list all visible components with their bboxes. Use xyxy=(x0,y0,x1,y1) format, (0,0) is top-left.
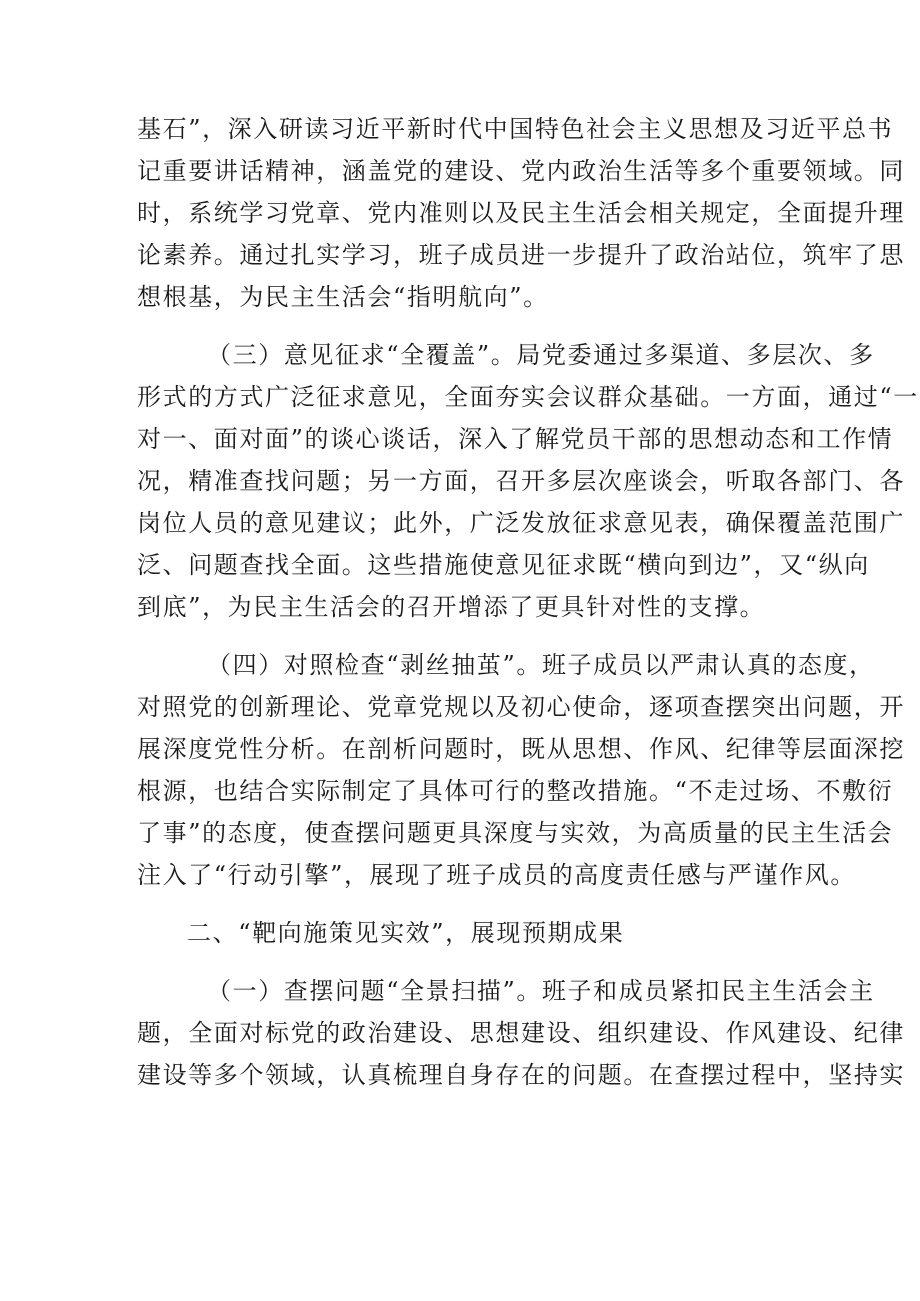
text-line: 建设等多个领域，认真梳理自身存在的问题。在查摆过程中，坚持实 xyxy=(137,1061,905,1089)
text-line: 题，全面对标党的政治建设、思想建设、组织建设、作风建设、纪律 xyxy=(137,1019,905,1047)
text-line: 到底”，为民主生活会的召开增添了更具针对性的支撑。 xyxy=(137,593,766,621)
paragraph-section-4 xyxy=(137,644,905,896)
text-line: 形式的方式广泛征求意见，全面夯实会议群众基础。一方面，通过“一 xyxy=(137,383,919,411)
text-line: 对一、面对面”的谈心谈话，深入了解党员干部的思想动态和工作情 xyxy=(137,425,894,453)
text-line: 想根基，为民主生活会“指明航向”。 xyxy=(137,283,549,311)
text-line: 基石”，深入研读习近平新时代中国特色社会主义思想及习近平总书 xyxy=(137,115,894,143)
text-line: 记重要讲话精神，涵盖党的建设、党内政治生活等多个重要领域。同 xyxy=(137,157,905,185)
text-line: （一）查摆问题“全景扫描”。班子和成员紧扣民主生活会主 xyxy=(207,977,875,1005)
text-line: （四）对照检查“剥丝抽茧”。班子成员以严肃认真的态度， xyxy=(207,651,875,679)
paragraph-continuation xyxy=(137,108,905,318)
document-body xyxy=(137,108,919,1112)
paragraph-section-2-1 xyxy=(137,970,905,1096)
text-line: 论素养。通过扎实学习，班子成员进一步提升了政治站位，筑牢了思 xyxy=(137,241,905,269)
paragraph-section-3 xyxy=(137,334,919,628)
section-heading-text: 二、“靶向施策见实效”，展现预期成果 xyxy=(187,919,625,947)
text-line: 对照党的创新理论、党章党规以及初心使命，逐项查摆突出问题，开 xyxy=(137,693,905,721)
text-line: 泛、问题查找全面。这些措施使意见征求既“横向到边”，又“纵向 xyxy=(137,551,870,579)
text-line: 展深度党性分析。在剖析问题时，既从思想、作风、纪律等层面深挖 xyxy=(137,735,905,763)
text-line: 岗位人员的意见建议；此外，广泛发放征求意见表，确保覆盖范围广 xyxy=(137,509,905,537)
text-line: 根源，也结合实际制定了具体可行的整改措施。“不走过场、不敷衍 xyxy=(137,777,894,805)
text-line: 了事”的态度，使查摆问题更具深度与实效，为高质量的民主生活会 xyxy=(137,819,894,847)
section-heading xyxy=(137,912,785,954)
text-line: （三）意见征求“全覆盖”。局党委通过多渠道、多层次、多 xyxy=(207,341,875,369)
text-line: 注入了“行动引擎”，展现了班子成员的高度责任感与严谨作风。 xyxy=(137,861,856,889)
text-line: 况，精准查找问题；另一方面，召开多层次座谈会，听取各部门、各 xyxy=(137,467,905,495)
text-line: 时，系统学习党章、党内准则以及民主生活会相关规定，全面提升理 xyxy=(137,199,905,227)
